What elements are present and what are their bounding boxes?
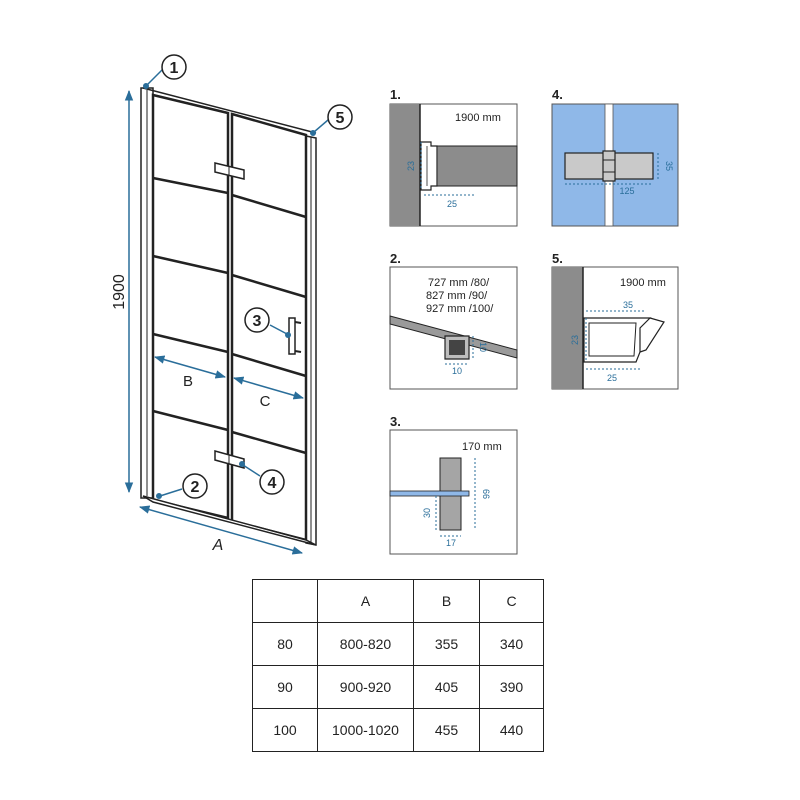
svg-text:1900 mm: 1900 mm: [620, 277, 666, 289]
table-cell: 340: [480, 623, 544, 666]
svg-text:25: 25: [446, 199, 458, 209]
table-header-cell: [253, 580, 318, 623]
svg-text:125: 125: [619, 186, 635, 196]
shower-door-drawing: [111, 55, 352, 554]
table-header-cell: C: [480, 580, 544, 623]
detail-5: [552, 251, 678, 389]
detail-2: [390, 251, 517, 389]
svg-text:17: 17: [445, 538, 457, 548]
svg-text:170 mm: 170 mm: [462, 441, 502, 453]
svg-text:3.: 3.: [390, 414, 401, 429]
svg-text:35: 35: [664, 160, 674, 172]
svg-text:1.: 1.: [390, 87, 401, 102]
table-cell: 455: [414, 709, 480, 752]
svg-text:1900 mm: 1900 mm: [455, 112, 501, 124]
svg-text:727 mm /80/: 727 mm /80/: [428, 277, 490, 289]
svg-text:23: 23: [406, 160, 416, 172]
svg-text:3: 3: [252, 313, 262, 330]
svg-text:30: 30: [422, 507, 432, 519]
height-label: 1900: [111, 274, 128, 310]
svg-text:35: 35: [622, 300, 634, 310]
svg-text:4.: 4.: [552, 87, 563, 102]
wall-profile-section: [421, 142, 437, 190]
dimension-table: [252, 579, 544, 752]
table-cell: 100: [253, 709, 318, 752]
table-header-cell: A: [318, 580, 414, 623]
table-cell: 900-920: [318, 666, 414, 709]
detail-1: [390, 87, 517, 226]
table-header-row: [253, 580, 544, 623]
dimension-a-label: A: [212, 537, 224, 554]
table-cell: 355: [414, 623, 480, 666]
callout-5: [310, 105, 352, 136]
svg-text:2: 2: [190, 479, 200, 496]
svg-text:927 mm /100/: 927 mm /100/: [426, 303, 494, 315]
table-row: [253, 666, 544, 709]
svg-text:23: 23: [570, 334, 580, 346]
svg-text:4: 4: [267, 475, 277, 492]
svg-text:10: 10: [478, 341, 488, 353]
table-cell: 80: [253, 623, 318, 666]
svg-text:25: 25: [606, 373, 618, 383]
wall: [552, 267, 583, 389]
callout-1: [143, 55, 186, 89]
detail-3: [390, 414, 517, 554]
dimension-b-label: B: [182, 373, 194, 390]
svg-text:2.: 2.: [390, 251, 401, 266]
table-cell: 405: [414, 666, 480, 709]
table-row: [253, 709, 544, 752]
table-cell: 390: [480, 666, 544, 709]
svg-text:1: 1: [169, 60, 179, 77]
detail-4: [552, 87, 678, 226]
svg-text:66: 66: [481, 488, 491, 500]
table-cell: 800-820: [318, 623, 414, 666]
svg-text:5.: 5.: [552, 251, 563, 266]
svg-text:827 mm /90/: 827 mm /90/: [426, 290, 488, 302]
dimension-c-label: C: [259, 393, 271, 410]
glass-edge: [390, 491, 469, 496]
table-cell: 440: [480, 709, 544, 752]
svg-text:10: 10: [451, 366, 463, 376]
table-cell: 90: [253, 666, 318, 709]
table-cell: 1000-1020: [318, 709, 414, 752]
table-header-cell: B: [414, 580, 480, 623]
table-row: [253, 623, 544, 666]
svg-text:5: 5: [335, 110, 345, 127]
